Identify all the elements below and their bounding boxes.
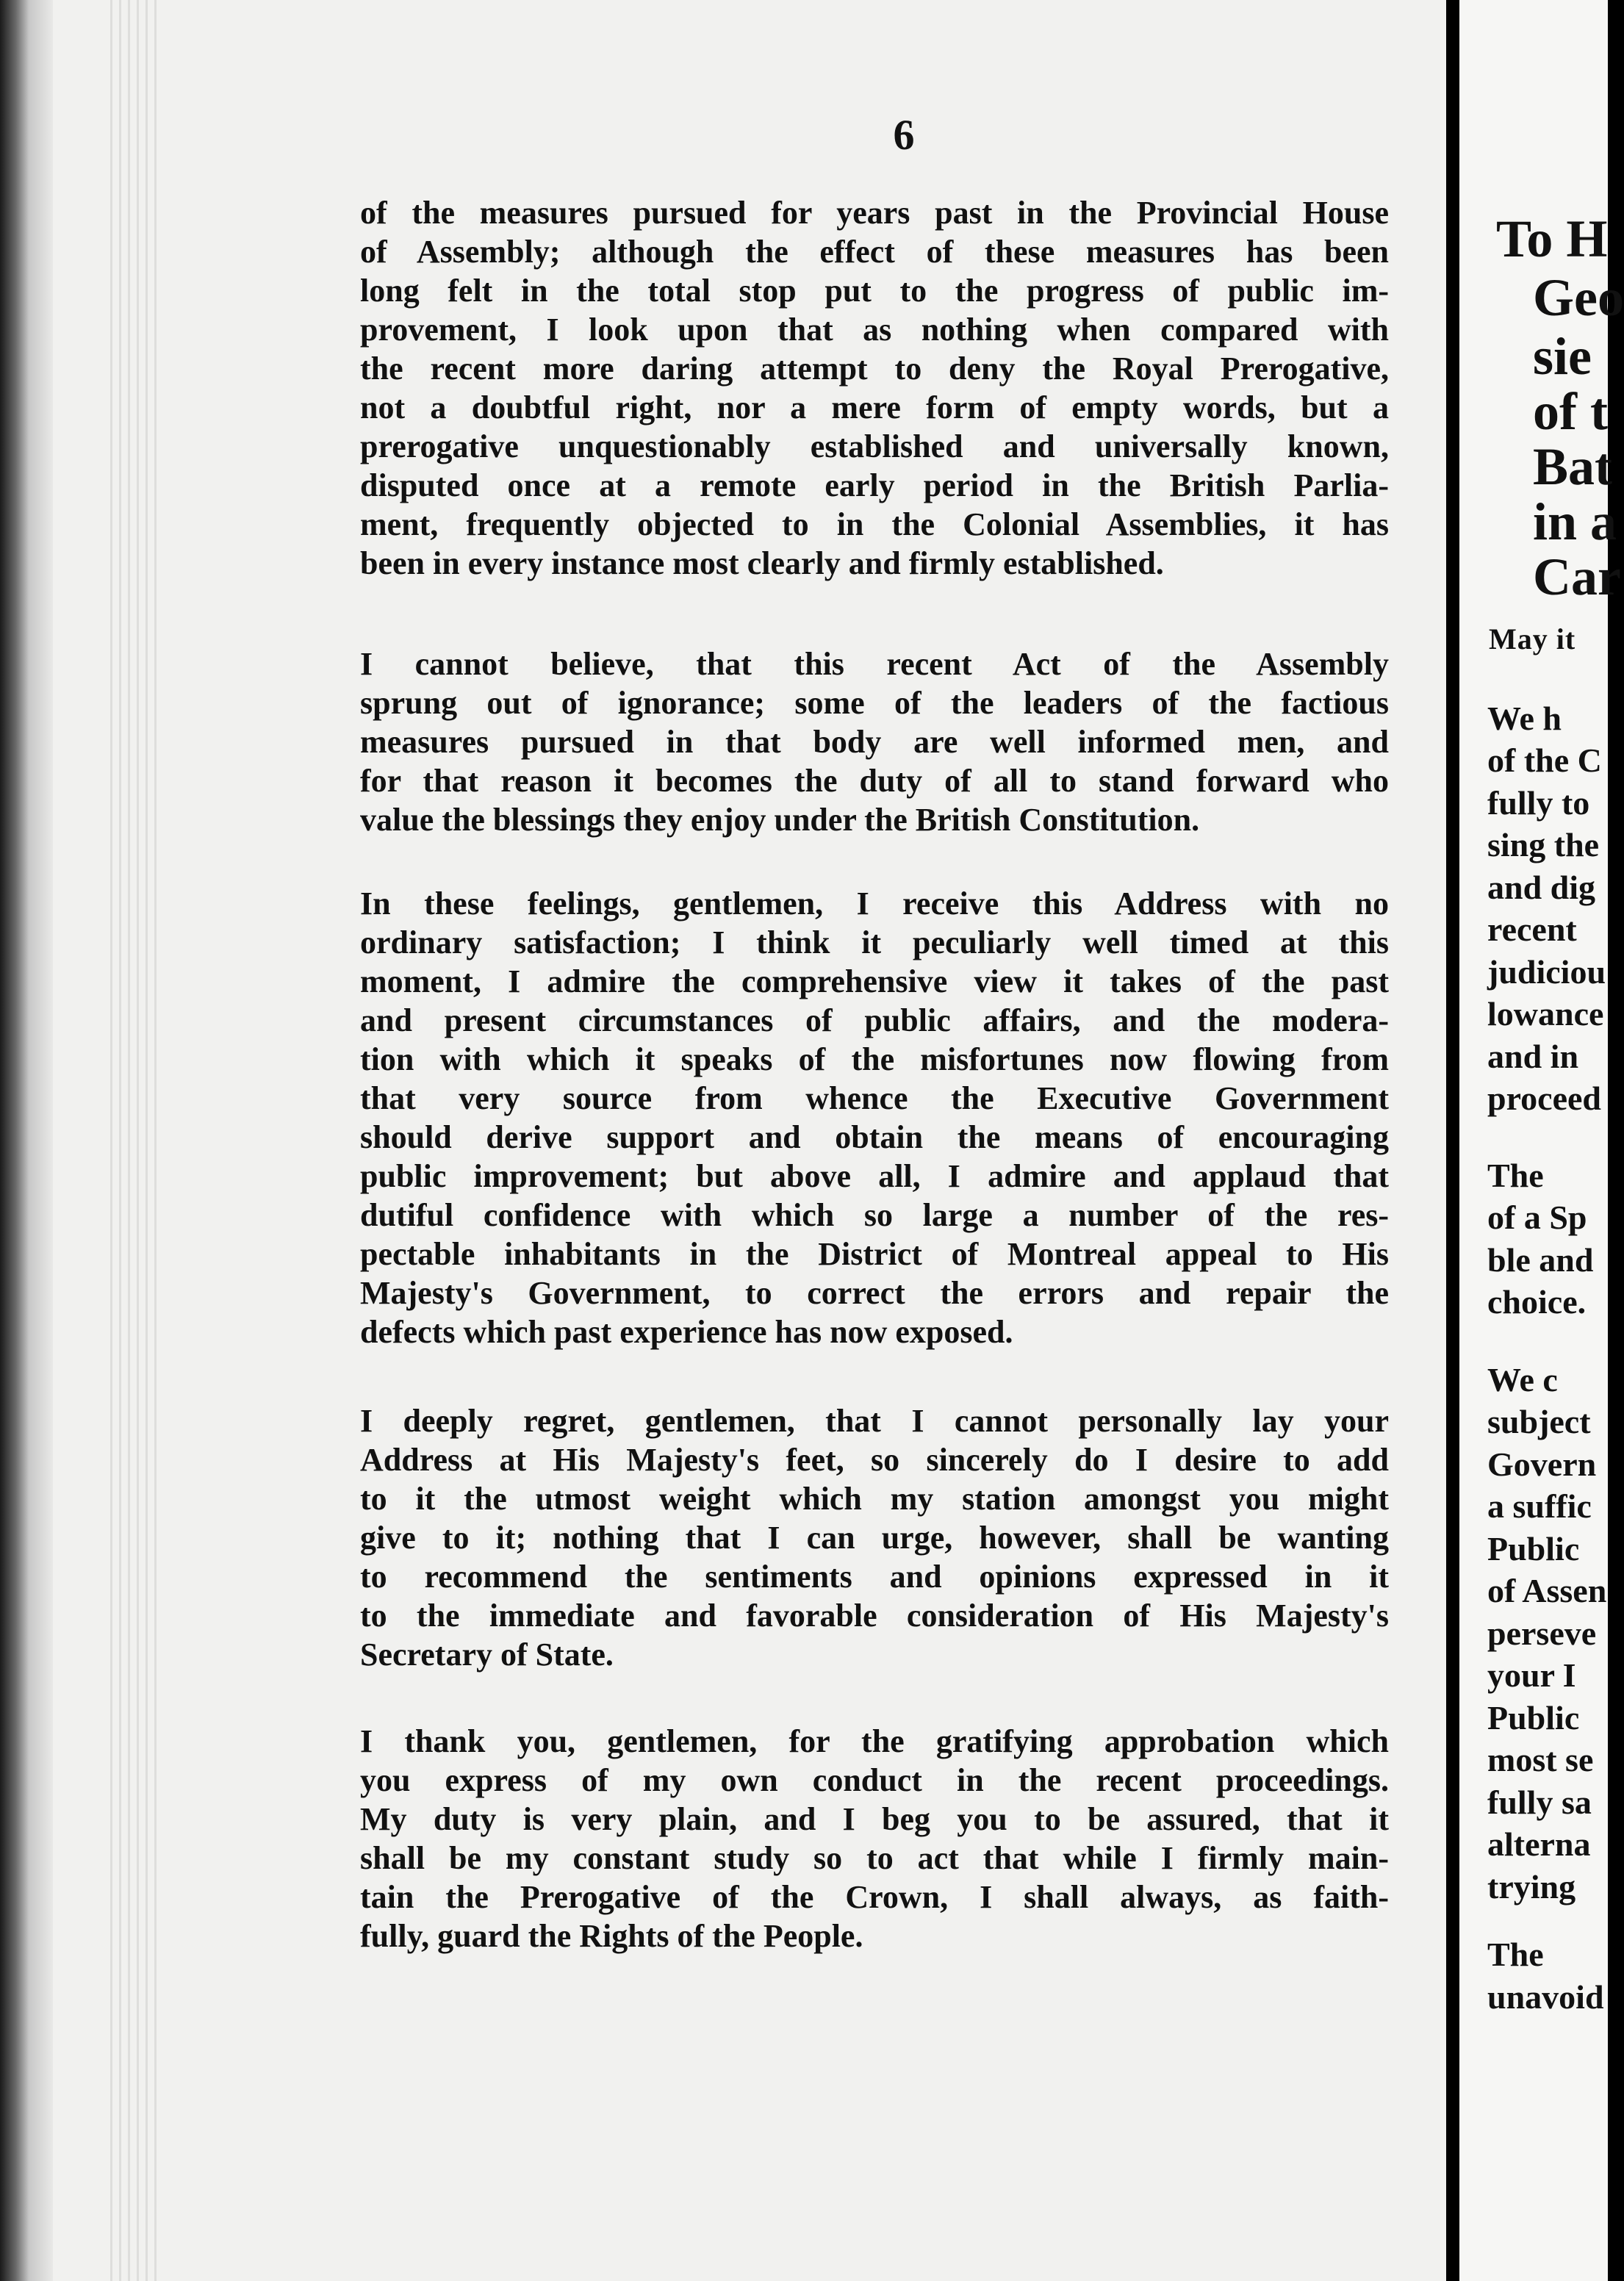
text-line: pectable inhabitants in the District of Montreal appeal to His: [360, 1236, 1389, 1272]
text-line: disputed once at a remote early period in the British Parlia-: [360, 467, 1389, 503]
right-page-text-line: sie: [1533, 327, 1592, 386]
right-page-text-line: Public: [1487, 1699, 1580, 1736]
right-page-text-line: ble and: [1487, 1241, 1594, 1279]
text-line: you express of my own conduct in the recent proceedings.: [360, 1762, 1389, 1798]
right-page-text-line: May it: [1489, 622, 1576, 655]
paragraph-2: [360, 644, 1389, 839]
right-page-text-line: of t: [1533, 382, 1608, 441]
text-line: ment, frequently objected to in the Colonial Assemblies, it has: [360, 506, 1389, 542]
right-page-text-line: recent: [1487, 910, 1577, 948]
text-line: of the measures pursued for years past in the Provincial House: [360, 195, 1389, 231]
text-line: fully, guard the Rights of the People.: [360, 1918, 863, 1954]
text-line: to the immediate and favorable consideration of His Majesty's: [360, 1598, 1389, 1634]
right-page-text-line: unavoid: [1487, 1978, 1604, 2016]
text-line: give to it; nothing that I can urge, however, shall be wanting: [360, 1520, 1389, 1556]
right-page-text-line: and dig: [1487, 869, 1596, 906]
right-page-text-line: judiciou: [1487, 953, 1606, 991]
right-page-text-line: of a Sp: [1487, 1199, 1587, 1236]
text-line: been in every instance most clearly and firmly established.: [360, 545, 1164, 581]
right-page-text-line: proceed: [1487, 1080, 1602, 1117]
right-page-text-line: a suffic: [1487, 1487, 1592, 1525]
text-line: not a doubtful right, nor a mere form of empty words, but a: [360, 389, 1389, 425]
text-line: Majesty's Government, to correct the errors and repair the: [360, 1275, 1389, 1311]
right-page-text-line: Govern: [1487, 1445, 1597, 1483]
right-page-text-line: trying: [1487, 1868, 1576, 1905]
page-number: 6: [893, 111, 915, 159]
right-page-text-line: The: [1487, 1936, 1544, 1973]
paragraph-3: [360, 884, 1389, 1351]
text-line: long felt in the total stop put to the progress of public im-: [360, 273, 1389, 309]
text-line: prerogative unquestionably established and universally known,: [360, 428, 1389, 464]
right-page-text-line: your I: [1487, 1656, 1576, 1694]
text-line: provement, I look upon that as nothing when compared with: [360, 312, 1389, 348]
right-page-text-line: of Assen: [1487, 1572, 1607, 1609]
text-line: sprung out of ignorance; some of the leaders of the factious: [360, 685, 1389, 721]
text-line: moment, I admire the comprehensive view it takes of the past: [360, 963, 1389, 999]
right-page-fragment: [1459, 0, 1624, 2281]
text-line: I deeply regret, gentlemen, that I cannot personally lay your: [360, 1403, 1389, 1439]
paragraph-1: [360, 193, 1389, 583]
right-page-text-line: sing the: [1487, 826, 1600, 863]
right-page-text-line: Public: [1487, 1530, 1580, 1567]
right-page-text-line: Car: [1533, 547, 1621, 606]
right-page-text-line: fully sa: [1487, 1784, 1592, 1821]
text-line: Address at His Majesty's feet, so sincerely do I desire to add: [360, 1442, 1389, 1478]
text-line: My duty is very plain, and I beg you to be assured, that it: [360, 1801, 1389, 1837]
text-line: public improvement; but above all, I admire and applaud that: [360, 1158, 1389, 1194]
text-line: of Assembly; although the effect of these measures has been: [360, 234, 1389, 270]
right-page-text-line: To H: [1496, 209, 1608, 268]
text-line: that very source from whence the Executive Government: [360, 1080, 1389, 1116]
text-line: should derive support and obtain the means of encouraging: [360, 1119, 1389, 1155]
right-page-text-line: Bat: [1533, 437, 1612, 496]
right-page-text-line: The: [1487, 1157, 1544, 1194]
right-page-text-line: Geo: [1533, 268, 1624, 327]
text-line: to recommend the sentiments and opinions expressed in it: [360, 1559, 1389, 1595]
paragraph-5: [360, 1722, 1389, 1955]
right-page-text-line: We c: [1487, 1361, 1558, 1398]
right-page-text-line: fully to: [1487, 784, 1590, 822]
text-line: for that reason it becomes the duty of all to stand forward who: [360, 763, 1389, 799]
text-line: and present circumstances of public affairs, and the modera-: [360, 1002, 1389, 1038]
page-gutter: [1446, 0, 1459, 2281]
text-line: I thank you, gentlemen, for the gratifying approbation which: [360, 1723, 1389, 1759]
binding-texture: [110, 0, 162, 2281]
text-line: tain the Prerogative of the Crown, I shall always, as faith-: [360, 1879, 1389, 1915]
text-line: I cannot believe, that this recent Act of the Assembly: [360, 646, 1389, 682]
text-line: dutiful confidence with which so large a number of the res-: [360, 1197, 1389, 1233]
right-page-text-line: in a: [1533, 492, 1617, 551]
right-page-text-line: subject: [1487, 1403, 1591, 1440]
paragraph-4: [360, 1401, 1389, 1674]
text-line: ordinary satisfaction; I think it peculiarly well timed at this: [360, 924, 1389, 960]
text-line: shall be my constant study so to act that while I firmly main-: [360, 1840, 1389, 1876]
text-line: the recent more daring attempt to deny the Royal Prerogative,: [360, 351, 1389, 387]
text-line: tion with which it speaks of the misfortunes now flowing from: [360, 1041, 1389, 1077]
text-line: In these feelings, gentlemen, I receive this Address with no: [360, 886, 1389, 922]
text-line: value the blessings they enjoy under the British Constitution.: [360, 802, 1200, 838]
page-binding: [0, 0, 53, 2281]
text-line: measures pursued in that body are well informed men, and: [360, 724, 1389, 760]
right-page-text-line: of the C: [1487, 741, 1602, 779]
right-page-text-line: choice.: [1487, 1283, 1587, 1321]
right-page-text-line: most se: [1487, 1741, 1594, 1778]
text-line: Secretary of State.: [360, 1637, 614, 1673]
text-line: to it the utmost weight which my station amongst you might: [360, 1481, 1389, 1517]
right-page-text-line: and in: [1487, 1038, 1579, 1075]
right-page-text-line: alterna: [1487, 1825, 1591, 1863]
right-page-text-line: We h: [1487, 700, 1562, 737]
right-page-text-line: perseve: [1487, 1614, 1597, 1652]
text-line: defects which past experience has now exposed.: [360, 1314, 1013, 1350]
right-page-text-line: lowance: [1487, 995, 1604, 1032]
